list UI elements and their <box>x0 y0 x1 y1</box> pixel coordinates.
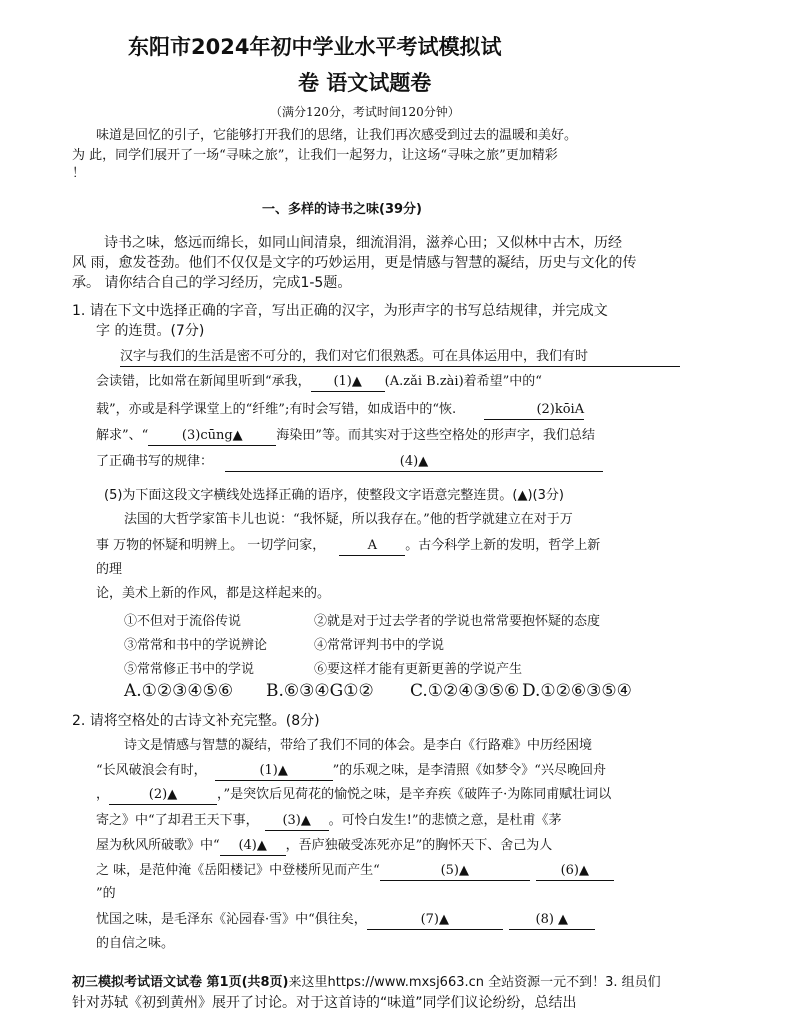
option-6: ⑥要这样才能有更新更善的学说产生 <box>314 662 523 677</box>
passage-text: 忧国之味，是毛泽东《沁园春·雪》中“俱往矣， <box>96 912 367 927</box>
passage-line <box>96 812 562 831</box>
passage-text: 。可怜白发生!”的悲愤之意，是杜甫《茅 <box>328 813 562 828</box>
option-1: ①不但对于流俗传说 <box>124 614 242 629</box>
footer-link[interactable]: 来这里https://www.mxsj663.cn 全站资源一元不到！3. 组员们 <box>288 975 661 990</box>
option-3: ③常常和书中的学说辨论 <box>124 638 268 653</box>
question-stem: 2. 请将空格处的古诗文补充完整。(8分) <box>72 713 320 729</box>
footer-text: 针对苏轼《初到黄州》展开了讨论。对于这首诗的“味道”同学们议论纷纷，总结出 <box>72 995 577 1011</box>
page-title-line2: 卷 语文试题卷 <box>298 71 432 95</box>
poem-blank-1[interactable]: (1)▲ <box>215 762 333 781</box>
passage-line: 论，美术上新的作风，都是这样起来的。 <box>96 586 331 601</box>
passage-text: 屋为秋风所破歌》中“ <box>96 838 220 853</box>
passage-line: 汉字与我们的生活是密不可分的，我们对它们很熟悉。可在具体运用中，我们有时 <box>120 348 680 367</box>
option-5: ⑤常常修正书中的学说 <box>124 662 255 677</box>
score-note: （满分120分，考试时间120分钟） <box>270 105 460 119</box>
passage-line <box>96 762 606 781</box>
passage-line <box>96 786 611 805</box>
passage-text: 会读错，比如常在新闻里听到“承我， <box>96 374 311 389</box>
poem-blank-2[interactable]: (2)▲ <box>109 786 217 805</box>
poem-blank-8[interactable]: (8) ▲ <box>509 911 595 930</box>
intro-line-1: 味道是回忆的引子，它能够打开我们的思绪，让我们再次感受到过去的温暖和美好。 <box>96 128 578 143</box>
choice-b[interactable]: B.⑥③④G①② <box>266 681 374 701</box>
passage-text: (A.zǎi B.zài)着希望”中的“ <box>384 374 542 389</box>
passage-line <box>96 862 614 881</box>
passage-line <box>96 837 552 856</box>
answer-blank-4[interactable]: (4)▲ <box>225 453 603 472</box>
sub-question-5: (5)为下面这段文字横线处选择正确的语序，使整段文字语意完整连贯。(▲)(3分) <box>104 488 564 503</box>
poem-blank-7[interactable]: (7)▲ <box>367 911 503 930</box>
passage-text: 载”，亦或是科学课堂上的“纤维”;有时会写错，如成语中的“恢. <box>96 402 457 417</box>
passage-text: 。古今科学上新的发明，哲学上新 <box>405 538 601 553</box>
passage-text: ， <box>96 787 110 802</box>
passage-text: 事 万物的怀疑和明辨上。 一切学问家， <box>96 538 326 553</box>
section-paragraph-line: 诗书之味，悠远而绵长，如同山间清泉，细流涓涓，滋养心田；又似林中古木，历经 <box>104 235 622 251</box>
passage-line <box>96 537 600 556</box>
passage-text: 了正确书写的规律： <box>96 454 214 469</box>
passage-line: 的理 <box>96 562 123 577</box>
poem-blank-3[interactable]: (3)▲ <box>265 812 329 831</box>
option-2: ②就是对于过去学者的学说也常常要抱怀疑的态度 <box>314 614 601 629</box>
passage-line <box>96 373 542 392</box>
question-stem: 字 的连贯。(7分) <box>96 323 205 339</box>
poem-blank-6[interactable]: (6)▲ <box>536 862 614 881</box>
intro-line-3: ！ <box>72 166 86 181</box>
section-heading: 一、多样的诗书之味(39分) <box>262 202 422 217</box>
answer-blank-1[interactable]: (1)▲ <box>311 373 385 392</box>
section-paragraph-line: 承。 请你结合自己的学习经历，完成1-5题。 <box>72 275 352 291</box>
poem-blank-4[interactable]: (4)▲ <box>220 837 286 856</box>
passage-line: ”的 <box>96 886 116 901</box>
choice-d[interactable]: D.①②⑥③⑤④ <box>522 681 632 701</box>
choice-c[interactable]: C.①②④③⑤⑥ <box>410 681 520 701</box>
option-4: ④常常评判书中的学说 <box>314 638 445 653</box>
passage-line <box>96 453 603 472</box>
passage-text: 海染田”等。而其实对于这些空格处的形声字，我们总结 <box>276 428 595 443</box>
intro-line-2: 为 此，同学们展开了一场“寻味之旅”，让我们一起努力，让这场“寻味之旅”更加精彩 <box>72 148 558 163</box>
passage-text: 之 味，是范仲淹《岳阳楼记》中登楼所见而产生“ <box>96 863 380 878</box>
passage-line: 诗文是情感与智慧的凝结，带给了我们不同的体会。是李白《行路难》中历经困境 <box>124 738 593 753</box>
passage-text: 解求”、“ <box>96 428 149 443</box>
passage-line: 的自信之味。 <box>96 936 175 951</box>
page-title: 东阳市2024年初中学业水平考试模拟试 <box>128 35 502 59</box>
passage-text: 寄之》中“了却君王天下事， <box>96 813 259 828</box>
passage-text: ，吾庐独破受冻死亦足”的胸怀天下、舍己为人 <box>285 838 553 853</box>
answer-blank-5[interactable]: A <box>339 537 405 556</box>
passage-line: 法国的大哲学家笛卡儿也说：“我怀疑，所以我存在。”他的哲学就建立在对于万 <box>124 512 573 527</box>
passage-line <box>96 911 595 930</box>
passage-line <box>96 401 584 420</box>
passage-text: ”的乐观之味，是李清照《如梦令》“兴尽晚回舟 <box>332 763 606 778</box>
answer-blank-3[interactable]: (3)cūng▲ <box>148 427 276 446</box>
poem-blank-5[interactable]: (5)▲ <box>380 862 530 881</box>
page-footer <box>72 974 661 992</box>
page-number: 初三模拟考试语文试卷 第1页(共8页) <box>72 975 289 990</box>
answer-blank-2[interactable]: (2)kōiA <box>484 401 584 420</box>
choice-a[interactable]: A.①②③④⑤⑥ <box>124 681 234 701</box>
passage-line <box>96 427 595 446</box>
section-paragraph-line: 风 雨，愈发苍劲。他们不仅仅是文字的巧妙运用，更是情感与智慧的凝结，历史与文化的传 <box>72 255 637 271</box>
passage-text: ，”是突饮后见荷花的愉悦之味，是辛弃疾《破阵子·为陈同甫赋壮词以 <box>217 787 612 802</box>
question-stem: 1. 请在下文中选择正确的字音，写出正确的汉字，为形声字的书写总结规律，并完成文 <box>72 303 608 319</box>
passage-text: “长风破浪会有时， <box>96 763 207 778</box>
